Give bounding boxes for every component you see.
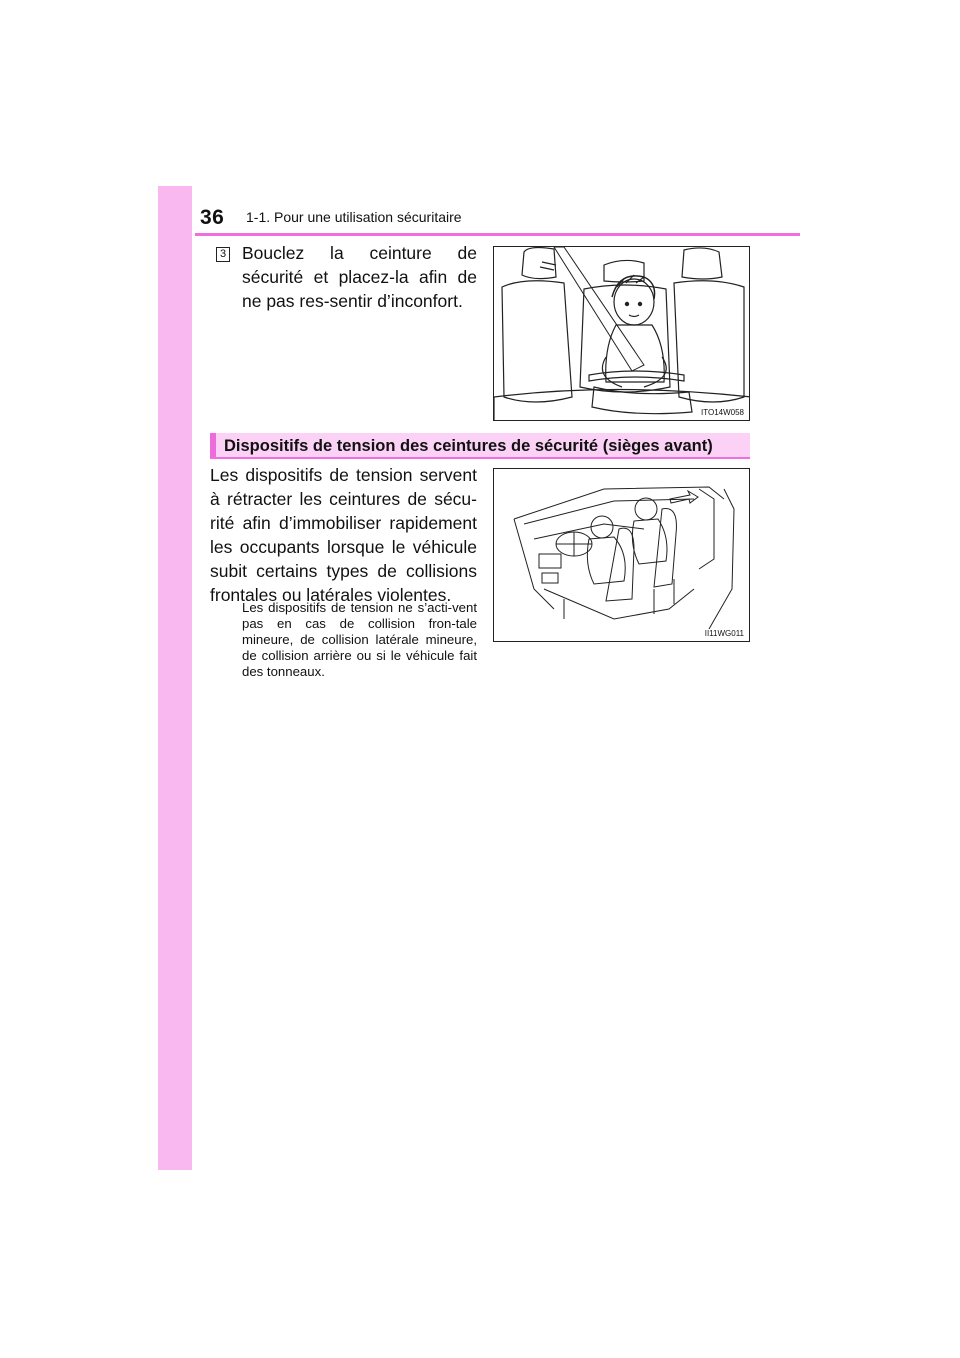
pretensioner-note: Les dispositifs de tension ne s’acti-vent pas en cas de collision fron-tale mineure, de collision latérale mineure, de collision arrière ou si le véhicule fait des tonneaux. — [242, 600, 477, 679]
figure-code: ITO14W058 — [701, 408, 744, 417]
header-rule — [195, 233, 800, 236]
banner-title: Dispositifs de tension des ceintures de sécurité (sièges avant) — [224, 437, 713, 455]
child-seatbelt-drawing — [494, 247, 750, 421]
section-title: 1-1. Pour une utilisation sécuritaire — [246, 209, 462, 225]
child-seatbelt-illustration — [493, 246, 750, 421]
step-marker: 3 — [216, 247, 230, 262]
pretensioner-vehicle-illustration — [493, 468, 750, 642]
vehicle-interior-drawing — [494, 469, 750, 642]
page-number: 36 — [200, 206, 225, 229]
pretensioner-description: Les dispositifs de tension servent à rétracter les ceintures de sécu-rité afin d’immobiliser rapidement les occupants lorsque le véhicule subit certains types de collisions frontales ou latérales violentes. — [210, 465, 477, 605]
section-banner — [210, 433, 750, 459]
step-3-text: Bouclez la ceinture de sécurité et placez-la afin de ne pas res-sentir d’inconfort. — [242, 243, 477, 311]
figure-code: II11WG011 — [704, 629, 744, 638]
banner-accent-bar — [210, 433, 216, 457]
chapter-sidebar-tab — [158, 186, 192, 1170]
